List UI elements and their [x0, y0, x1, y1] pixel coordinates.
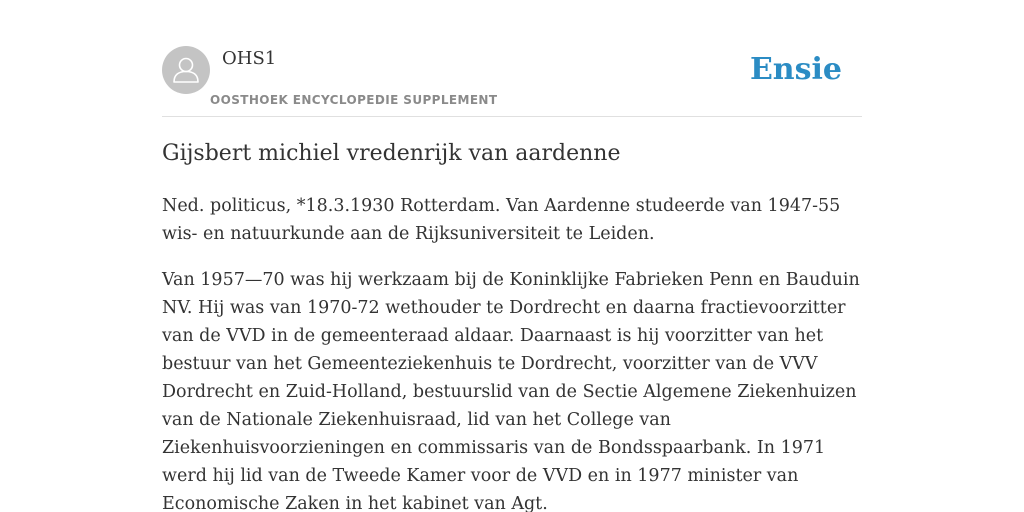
page-title: Gijsbert michiel vredenrijk van aardenne: [162, 141, 621, 166]
user-icon: [162, 46, 210, 94]
avatar[interactable]: [162, 46, 210, 94]
source-name[interactable]: OHS1: [222, 48, 277, 69]
source-full-name[interactable]: OOSTHOEK ENCYCLOPEDIE SUPPLEMENT: [210, 93, 498, 107]
paragraph: Van 1957—70 was hij werkzaam bij de Koninklijke Fabrieken Penn en Bauduin NV. Hij was van 1970-72 wethouder te Dordrecht en daarna fractievoorzitter van de VVD in de gemeenteraad aldaar. Daarnaast is hij voorzitter van het bestuur van het Gemeenteziekenhuis te Dordrecht, voorzitter van de VVV Dordrecht en Zuid-Holland, bestuurslid van de Sectie Algemene Ziekenhuizen van de Nationale Ziekenhuisraad, lid van het College van Ziekenhuisvoorzieningen en commissaris van de Bondsspaarbank. In 1971 werd hij lid van de Tweede Kamer voor de VVD en in 1977 minister van Economische Zaken in het kabinet van Agt.: [162, 270, 860, 512]
article-body: [162, 192, 862, 512]
header: [162, 46, 862, 117]
brand-logo[interactable]: Ensie: [749, 52, 842, 87]
paragraph: Ned. politicus, *18.3.1930 Rotterdam. Van Aardenne studeerde van 1947-55 wis- en natuurkunde aan de Rijksuniversiteit te Leiden.: [162, 196, 841, 244]
